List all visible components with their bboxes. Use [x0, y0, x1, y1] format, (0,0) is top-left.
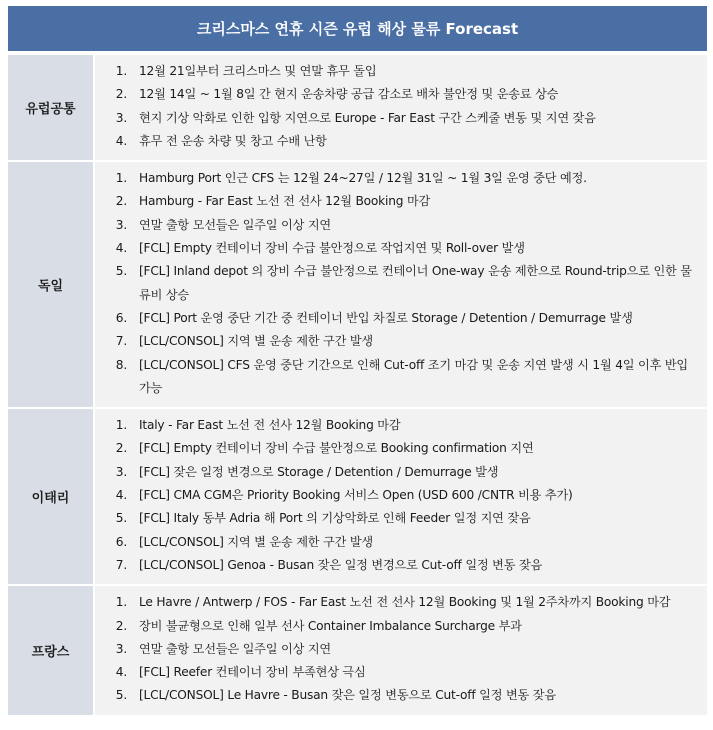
list-item	[95, 414, 697, 437]
region-row	[8, 54, 707, 161]
item-number: 3.	[115, 464, 127, 479]
item-list	[95, 409, 707, 584]
item-number: 3.	[115, 641, 127, 656]
item-number: 2.	[115, 618, 127, 633]
item-text: [LCL/CONSOL] 지역 별 운송 제한 구간 발생	[139, 534, 373, 549]
region-label: 독일	[8, 161, 94, 408]
list-item	[95, 260, 697, 307]
item-text: [LCL/CONSOL] Le Havre - Busan 잦은 일정 변동으로 Cut-off 일정 변동 잦음	[139, 688, 556, 703]
item-number: 5.	[115, 688, 127, 703]
item-text: [LCL/CONSOL] CFS 운영 중단 기간으로 인해 Cut-off 조기 마감 및 운송 지연 발생 시 1월 4일 이후 반입 가능	[139, 357, 688, 395]
region-label: 유럽공통	[8, 54, 94, 161]
list-item	[95, 554, 697, 577]
list-item	[95, 130, 697, 153]
item-number: 5.	[115, 264, 127, 279]
item-number: 4.	[115, 241, 127, 256]
list-item	[95, 354, 697, 401]
region-row	[8, 161, 707, 408]
item-number: 6.	[115, 534, 127, 549]
item-text: Hamburg Port 인근 CFS 는 12월 24~27일 / 12월 31일 ~ 1월 3일 운영 중단 예정.	[139, 171, 587, 186]
list-item	[95, 214, 697, 237]
item-text: 현지 기상 악화로 인한 입항 지연으로 Europe - Far East 구간 스케줄 변동 및 지연 잦음	[139, 110, 596, 125]
item-number: 6.	[115, 310, 127, 325]
list-item	[95, 330, 697, 353]
list-item	[95, 237, 697, 260]
item-text: [FCL] Reefer 컨테이너 장비 부족현상 극심	[139, 665, 366, 680]
list-item	[95, 60, 697, 83]
item-number: 2.	[115, 441, 127, 456]
item-text: [FCL] 잦은 일정 변경으로 Storage / Detention / Demurrage 발생	[139, 464, 499, 479]
list-item	[95, 507, 697, 530]
item-text: [LCL/CONSOL] 지역 별 운송 제한 구간 발생	[139, 334, 373, 349]
list-item	[95, 531, 697, 554]
item-list	[95, 162, 707, 407]
region-items	[94, 408, 707, 585]
item-number: 1.	[115, 595, 127, 610]
item-text: Hamburg - Far East 노선 전 선사 12월 Booking 마감	[139, 194, 431, 209]
list-item	[95, 190, 697, 213]
region-label: 프랑스	[8, 585, 94, 714]
list-item	[95, 167, 697, 190]
item-text: 장비 불균형으로 인해 일부 선사 Container Imbalance Surcharge 부과	[139, 618, 522, 633]
list-item	[95, 615, 697, 638]
item-text: [FCL] Inland depot 의 장비 수급 불안정으로 컨테이너 One-way 운송 제한으로 Round-trip으로 인한 물류비 상승	[139, 264, 692, 302]
region-row	[8, 408, 707, 585]
item-number: 7.	[115, 334, 127, 349]
item-number: 5.	[115, 511, 127, 526]
item-text: [FCL] Italy 동부 Adria 해 Port 의 기상악화로 인해 Feeder 일정 지연 잦음	[139, 511, 531, 526]
item-number: 3.	[115, 110, 127, 125]
item-number: 2.	[115, 194, 127, 209]
item-text: Le Havre / Antwerp / FOS - Far East 노선 전 선사 12월 Booking 및 1월 2주차까지 Booking 마감	[139, 595, 671, 610]
forecast-document	[8, 6, 707, 715]
item-text: 연말 출항 모선들은 일주일 이상 지연	[139, 641, 331, 656]
item-number: 1.	[115, 64, 127, 78]
list-item	[95, 684, 697, 707]
list-item	[95, 83, 697, 106]
list-item	[95, 484, 697, 507]
item-text: 12월 21일부터 크리스마스 및 연말 휴무 돌입	[139, 64, 377, 78]
forecast-table	[8, 53, 707, 715]
list-item	[95, 307, 697, 330]
document-title: 크리스마스 연휴 시즌 유럽 해상 물류 Forecast	[8, 6, 707, 53]
item-list	[95, 55, 707, 160]
item-number: 2.	[115, 87, 127, 102]
list-item	[95, 591, 697, 614]
item-text: 12월 14일 ~ 1월 8일 간 현지 운송차량 공급 감소로 배차 불안정 및 운송료 상승	[139, 87, 559, 102]
list-item	[95, 461, 697, 484]
item-number: 1.	[115, 171, 127, 186]
item-number: 4.	[115, 665, 127, 680]
region-items	[94, 585, 707, 714]
item-number: 7.	[115, 557, 127, 572]
item-number: 4.	[115, 488, 127, 503]
list-item	[95, 107, 697, 130]
item-number: 8.	[115, 357, 127, 372]
item-text: [FCL] Empty 컨테이너 장비 수급 불안정으로 Booking confirmation 지연	[139, 441, 534, 456]
item-list	[95, 586, 707, 714]
item-text: [FCL] Port 운영 중단 기간 중 컨테이너 반입 차질로 Storage / Detention / Demurrage 발생	[139, 310, 633, 325]
item-text: [FCL] Empty 컨테이너 장비 수급 불안정으로 작업지연 및 Roll-over 발생	[139, 241, 525, 256]
region-items	[94, 161, 707, 408]
item-number: 4.	[115, 133, 127, 148]
region-items	[94, 54, 707, 161]
item-text: Italy - Far East 노선 전 선사 12월 Booking 마감	[139, 418, 401, 433]
list-item	[95, 437, 697, 460]
item-text: 휴무 전 운송 차량 및 창고 수배 난항	[139, 133, 327, 148]
item-number: 1.	[115, 418, 127, 433]
item-text: [FCL] CMA CGM은 Priority Booking 서비스 Open (USD 600 /CNTR 비용 추가)	[139, 488, 573, 503]
item-number: 3.	[115, 217, 127, 232]
item-text: [LCL/CONSOL] Genoa - Busan 잦은 일정 변경으로 Cut-off 일정 변동 잦음	[139, 557, 543, 572]
item-text: 연말 출항 모선들은 일주일 이상 지연	[139, 217, 331, 232]
region-row	[8, 585, 707, 714]
list-item	[95, 661, 697, 684]
list-item	[95, 638, 697, 661]
region-label: 이태리	[8, 408, 94, 585]
